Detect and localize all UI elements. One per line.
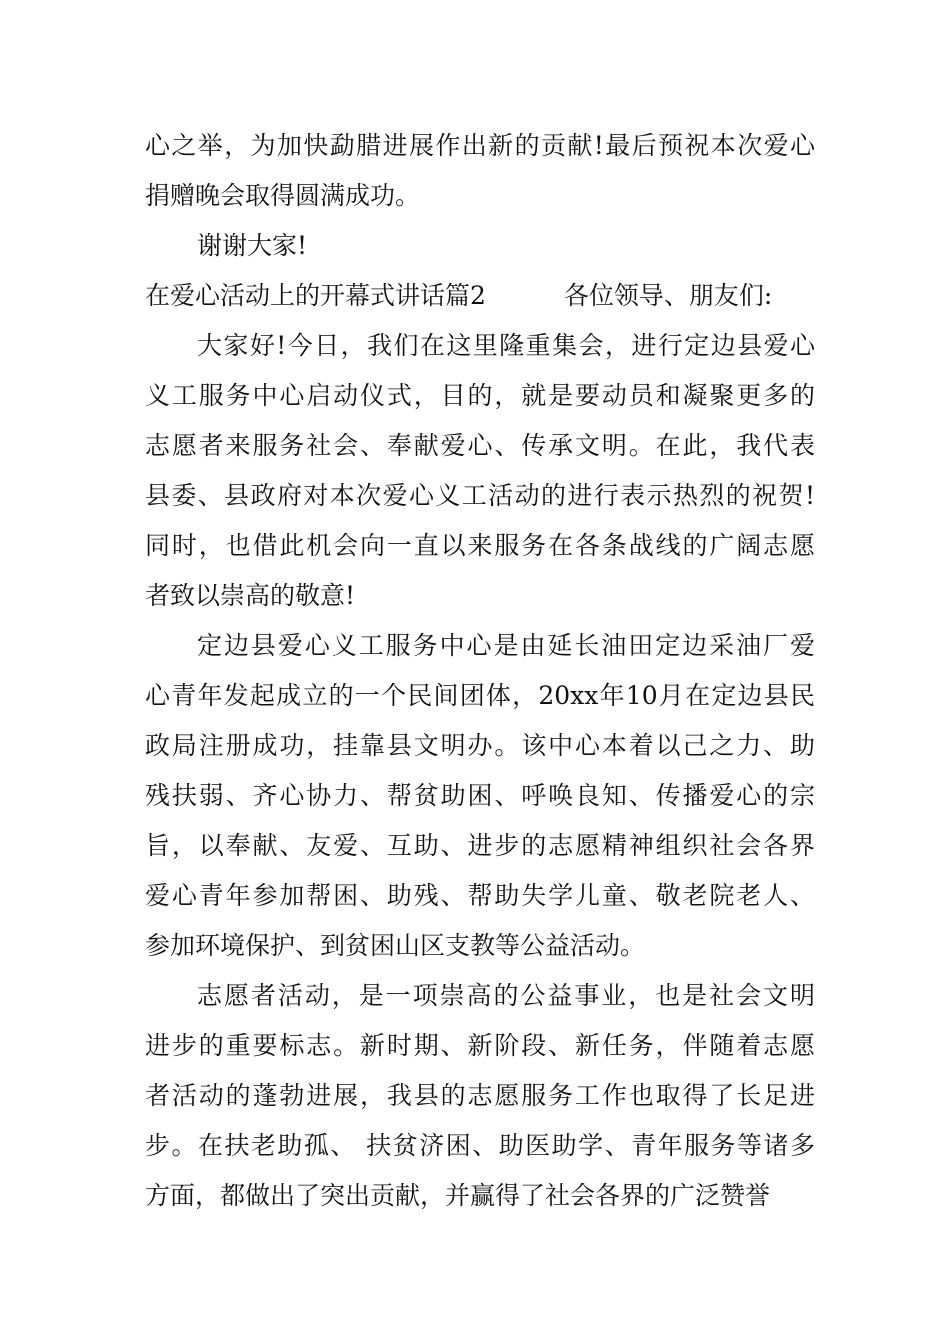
text-line: 步。在扶老助孤、 扶贫济困、助医助学、青年服务等诸多 [145, 1131, 815, 1160]
text-line: 旨，以奉献、友爱、互助、进步的志愿精神组织社会各界 [145, 831, 815, 860]
paragraph-closing-wishes [145, 121, 815, 221]
text-line: 心之举，为加快勐腊进展作出新的贡献!最后预祝本次爱心 [145, 131, 815, 160]
paragraph-opening [145, 321, 815, 621]
text-line: 心青年发起成立的一个民间团体，20xx年10月在定边县民 [145, 681, 815, 710]
speech-salutation: 各位领导、朋友们: [563, 281, 773, 310]
text-line: 志愿者活动，是一项崇高的公益事业，也是社会文明 [197, 981, 815, 1010]
text-line: 政局注册成功，挂靠县文明办。该中心本着以己之力、助 [145, 731, 815, 760]
text-line: 残扶弱、齐心协力、帮贫助困、呼唤良知、传播爱心的宗 [145, 781, 815, 810]
text-line: 爱心青年参加帮困、助残、帮助失学儿童、敬老院老人、 [145, 881, 815, 910]
text-line: 者活动的蓬勃进展，我县的志愿服务工作也取得了长足进 [145, 1081, 815, 1110]
text-line: 县委、县政府对本次爱心义工活动的进行表示热烈的祝贺! [145, 481, 815, 510]
speech-title: 在爱心活动上的开幕式讲话篇2 [145, 281, 486, 310]
text-line: 进步的重要标志。新时期、新阶段、新任务，伴随着志愿 [145, 1031, 815, 1060]
text-line: 同时，也借此机会向一直以来服务在各条战线的广阔志愿 [145, 531, 815, 560]
paragraph-thanks [145, 221, 815, 271]
text-line: 参加环境保护、到贫困山区支教等公益活动。 [145, 931, 646, 960]
text-line: 大家好!今日，我们在这里隆重集会，进行定边县爱心 [197, 331, 815, 360]
paragraph-center-intro [145, 621, 815, 971]
text-line: 者致以崇高的敬意! [145, 581, 356, 610]
text-line: 方面，都做出了突出贡献，并赢得了社会各界的广泛赞誉 [145, 1181, 771, 1210]
text-line: 义工服务中心启动仪式，目的，就是要动员和凝聚更多的 [145, 381, 815, 410]
paragraph-volunteer-work [145, 971, 815, 1221]
document-body [145, 121, 815, 1221]
speech-heading [145, 271, 815, 321]
text-line: 定边县爱心义工服务中心是由延长油田定边采油厂爱 [197, 631, 815, 660]
text-line: 谢谢大家! [197, 231, 308, 260]
text-line: 志愿者来服务社会、奉献爱心、传承文明。在此，我代表 [145, 431, 815, 460]
text-line: 捐赠晚会取得圆满成功。 [145, 181, 421, 210]
